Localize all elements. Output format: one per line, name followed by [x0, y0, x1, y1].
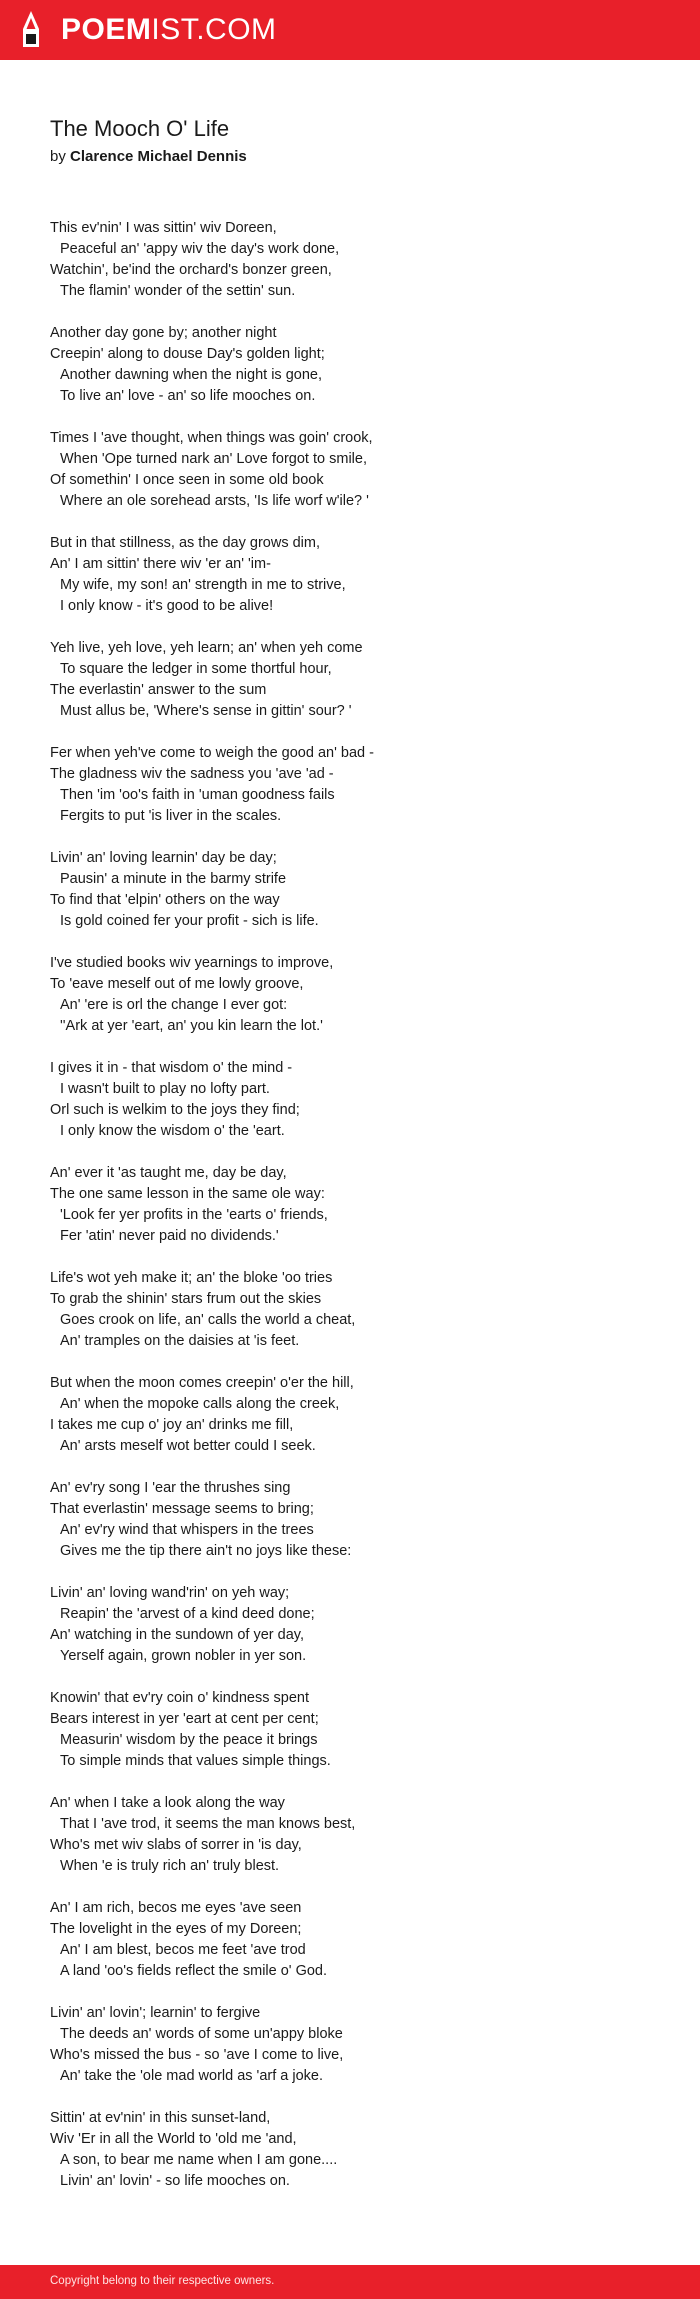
poem-line: Bears interest in yer 'eart at cent per cent; — [50, 1711, 319, 1727]
poem-line: But in that stillness, as the day grows dim, — [50, 535, 320, 551]
stanza — [50, 1478, 610, 1562]
poem-line: To find that 'elpin' others on the way — [50, 892, 280, 908]
poem-line: Gives me the tip there ain't no joys like these: — [60, 1543, 352, 1559]
copyright-notice: Copyright belong to their respective owners. — [50, 2275, 275, 2287]
poem-line: To simple minds that values simple things. — [60, 1753, 331, 1769]
poem-line: An' ever it 'as taught me, day be day, — [50, 1165, 287, 1181]
poem-line: Of somethin' I once seen in some old book — [50, 472, 324, 488]
poem-line: My wife, my son! an' strength in me to strive, — [60, 577, 346, 593]
poem-line: An' when I take a look along the way — [50, 1795, 285, 1811]
poem-line: Measurin' wisdom by the peace it brings — [60, 1732, 318, 1748]
poem-line: Where an ole sorehead arsts, 'Is life worf w'ile? ' — [60, 493, 369, 509]
poem-line: The deeds an' words of some un'appy bloke — [60, 2026, 343, 2042]
poem-line: Livin' an' loving learnin' day be day; — [50, 850, 277, 866]
poem-line: An' ev'ry song I 'ear the thrushes sing — [50, 1480, 291, 1496]
site-footer — [0, 2265, 700, 2299]
poem-line: ''Ark at yer 'eart, an' you kin learn the lot.' — [60, 1018, 323, 1034]
poem-line: An' I am blest, becos me feet 'ave trod — [60, 1942, 306, 1958]
poem-line: Peaceful an' 'appy wiv the day's work done, — [60, 241, 340, 257]
pen-nib-icon[interactable] — [19, 9, 43, 51]
poem-line: To live an' love - an' so life mooches on. — [60, 388, 316, 404]
stanza — [50, 533, 610, 617]
poem-line: Livin' an' lovin' - so life mooches on. — [60, 2173, 290, 2189]
poem-line: An' tramples on the daisies at 'is feet. — [60, 1333, 300, 1349]
poem-line: To 'eave meself out of me lowly groove, — [50, 976, 304, 992]
stanza — [50, 2003, 610, 2087]
poem-line: The flamin' wonder of the settin' sun. — [60, 283, 296, 299]
poem-line: Another day gone by; another night — [50, 325, 277, 341]
poem-line: Times I 'ave thought, when things was goin' crook, — [50, 430, 373, 446]
poem-line: An' 'ere is orl the change I ever got: — [60, 997, 288, 1013]
poem-line: I wasn't built to play no lofty part. — [60, 1081, 270, 1097]
poem-line: Fer when yeh've come to weigh the good an' bad - — [50, 745, 374, 761]
poem-line: The gladness wiv the sadness you 'ave 'ad - — [50, 766, 334, 782]
poem-line: Another dawning when the night is gone, — [60, 367, 322, 383]
poem-line: Livin' an' loving wand'rin' on yeh way; — [50, 1585, 290, 1601]
stanza — [50, 743, 610, 827]
poem-line: An' watching in the sundown of yer day, — [50, 1627, 304, 1643]
poem-line: I takes me cup o' joy an' drinks me fill, — [50, 1417, 294, 1433]
site-logo[interactable] — [61, 15, 277, 45]
stanza — [50, 1688, 610, 1772]
stanza — [50, 218, 610, 302]
poem-line: When 'e is truly rich an' truly blest. — [60, 1858, 280, 1874]
poem-title: The Mooch O' Life — [50, 116, 230, 141]
poem-line: Yeh live, yeh love, yeh learn; an' when yeh come — [50, 640, 363, 656]
poem-line: But when the moon comes creepin' o'er the hill, — [50, 1375, 354, 1391]
poem-line: The everlastin' answer to the sum — [50, 682, 267, 698]
poem-line: I gives it in - that wisdom o' the mind - — [50, 1060, 293, 1076]
poem-line: That I 'ave trod, it seems the man knows best, — [60, 1816, 356, 1832]
poem-line: Goes crook on life, an' calls the world a cheat, — [60, 1312, 356, 1328]
poem-line: Knowin' that ev'ry coin o' kindness spent — [50, 1690, 309, 1706]
logo-bold-text: POEM — [61, 13, 152, 46]
poem-line: Fer 'atin' never paid no dividends.' — [60, 1228, 279, 1244]
stanza — [50, 2108, 610, 2192]
poem-line: That everlastin' message seems to bring; — [50, 1501, 314, 1517]
stanza — [50, 1163, 610, 1247]
stanza — [50, 1373, 610, 1457]
stanza — [50, 428, 610, 512]
poem-line: A land 'oo's fields reflect the smile o' God. — [60, 1963, 328, 1979]
stanza — [50, 1793, 610, 1877]
poem-line: Creepin' along to douse Day's golden light; — [50, 346, 325, 362]
poem-line: To grab the shinin' stars frum out the skies — [50, 1291, 322, 1307]
poem-line: An' when the mopoke calls along the creek, — [60, 1396, 340, 1412]
poem-body — [50, 218, 610, 2213]
poem-line: The one same lesson in the same ole way: — [50, 1186, 325, 1202]
poem-line: This ev'nin' I was sittin' wiv Doreen, — [50, 220, 277, 236]
poem-line: An' take the 'ole mad world as 'arf a joke. — [60, 2068, 323, 2084]
poem-line: Wiv 'Er in all the World to 'old me 'and, — [50, 2131, 297, 2147]
poem-line: Then 'im 'oo's faith in 'uman goodness fails — [60, 787, 335, 803]
stanza — [50, 1583, 610, 1667]
poem-line: Sittin' at ev'nin' in this sunset-land, — [50, 2110, 271, 2126]
poem-line: Orl such is welkim to the joys they find; — [50, 1102, 300, 1118]
poem-line: An' I am rich, becos me eyes 'ave seen — [50, 1900, 302, 1916]
poem-line: I've studied books wiv yearnings to improve, — [50, 955, 334, 971]
poem-line: Watchin', be'ind the orchard's bonzer green, — [50, 262, 332, 278]
stanza — [50, 638, 610, 722]
poem-line: Reapin' the 'arvest of a kind deed done; — [60, 1606, 315, 1622]
poem-line: When 'Ope turned nark an' Love forgot to smile, — [60, 451, 367, 467]
stanza — [50, 1898, 610, 1982]
poem-line: I only know - it's good to be alive! — [60, 598, 274, 614]
by-label: by — [50, 148, 66, 165]
stanza — [50, 848, 610, 932]
poem-line: An' arsts meself wot better could I seek. — [60, 1438, 316, 1454]
poem-line: I only know the wisdom o' the 'eart. — [60, 1123, 285, 1139]
poem-line: Livin' an' lovin'; learnin' to fergive — [50, 2005, 261, 2021]
poem-line: 'Look fer yer profits in the 'earts o' friends, — [60, 1207, 328, 1223]
byline — [50, 148, 247, 165]
poem-line: Must allus be, 'Where's sense in gittin' sour? ' — [60, 703, 352, 719]
poem-line: Who's met wiv slabs of sorrer in 'is day, — [50, 1837, 302, 1853]
poem-line: An' I am sittin' there wiv 'er an' 'im- — [50, 556, 271, 572]
poem-line: An' ev'ry wind that whispers in the trees — [60, 1522, 314, 1538]
author-name[interactable]: Clarence Michael Dennis — [70, 148, 247, 165]
poem-line: Who's missed the bus - so 'ave I come to live, — [50, 2047, 344, 2063]
stanza — [50, 1268, 610, 1352]
poem-line: Yerself again, grown nobler in yer son. — [60, 1648, 307, 1664]
site-header — [0, 0, 700, 60]
poem-line: Fergits to put 'is liver in the scales. — [60, 808, 282, 824]
logo-light-text: IST.COM — [151, 13, 277, 46]
stanza — [50, 953, 610, 1037]
stanza — [50, 323, 610, 407]
poem-line: Life's wot yeh make it; an' the bloke 'oo tries — [50, 1270, 333, 1286]
poem-line: The lovelight in the eyes of my Doreen; — [50, 1921, 302, 1937]
poem-line: Is gold coined fer your profit - sich is life. — [60, 913, 319, 929]
poem-line: Pausin' a minute in the barmy strife — [60, 871, 287, 887]
poem-line: To square the ledger in some thortful hour, — [60, 661, 332, 677]
stanza — [50, 1058, 610, 1142]
poem-line: A son, to bear me name when I am gone.... — [60, 2152, 338, 2168]
